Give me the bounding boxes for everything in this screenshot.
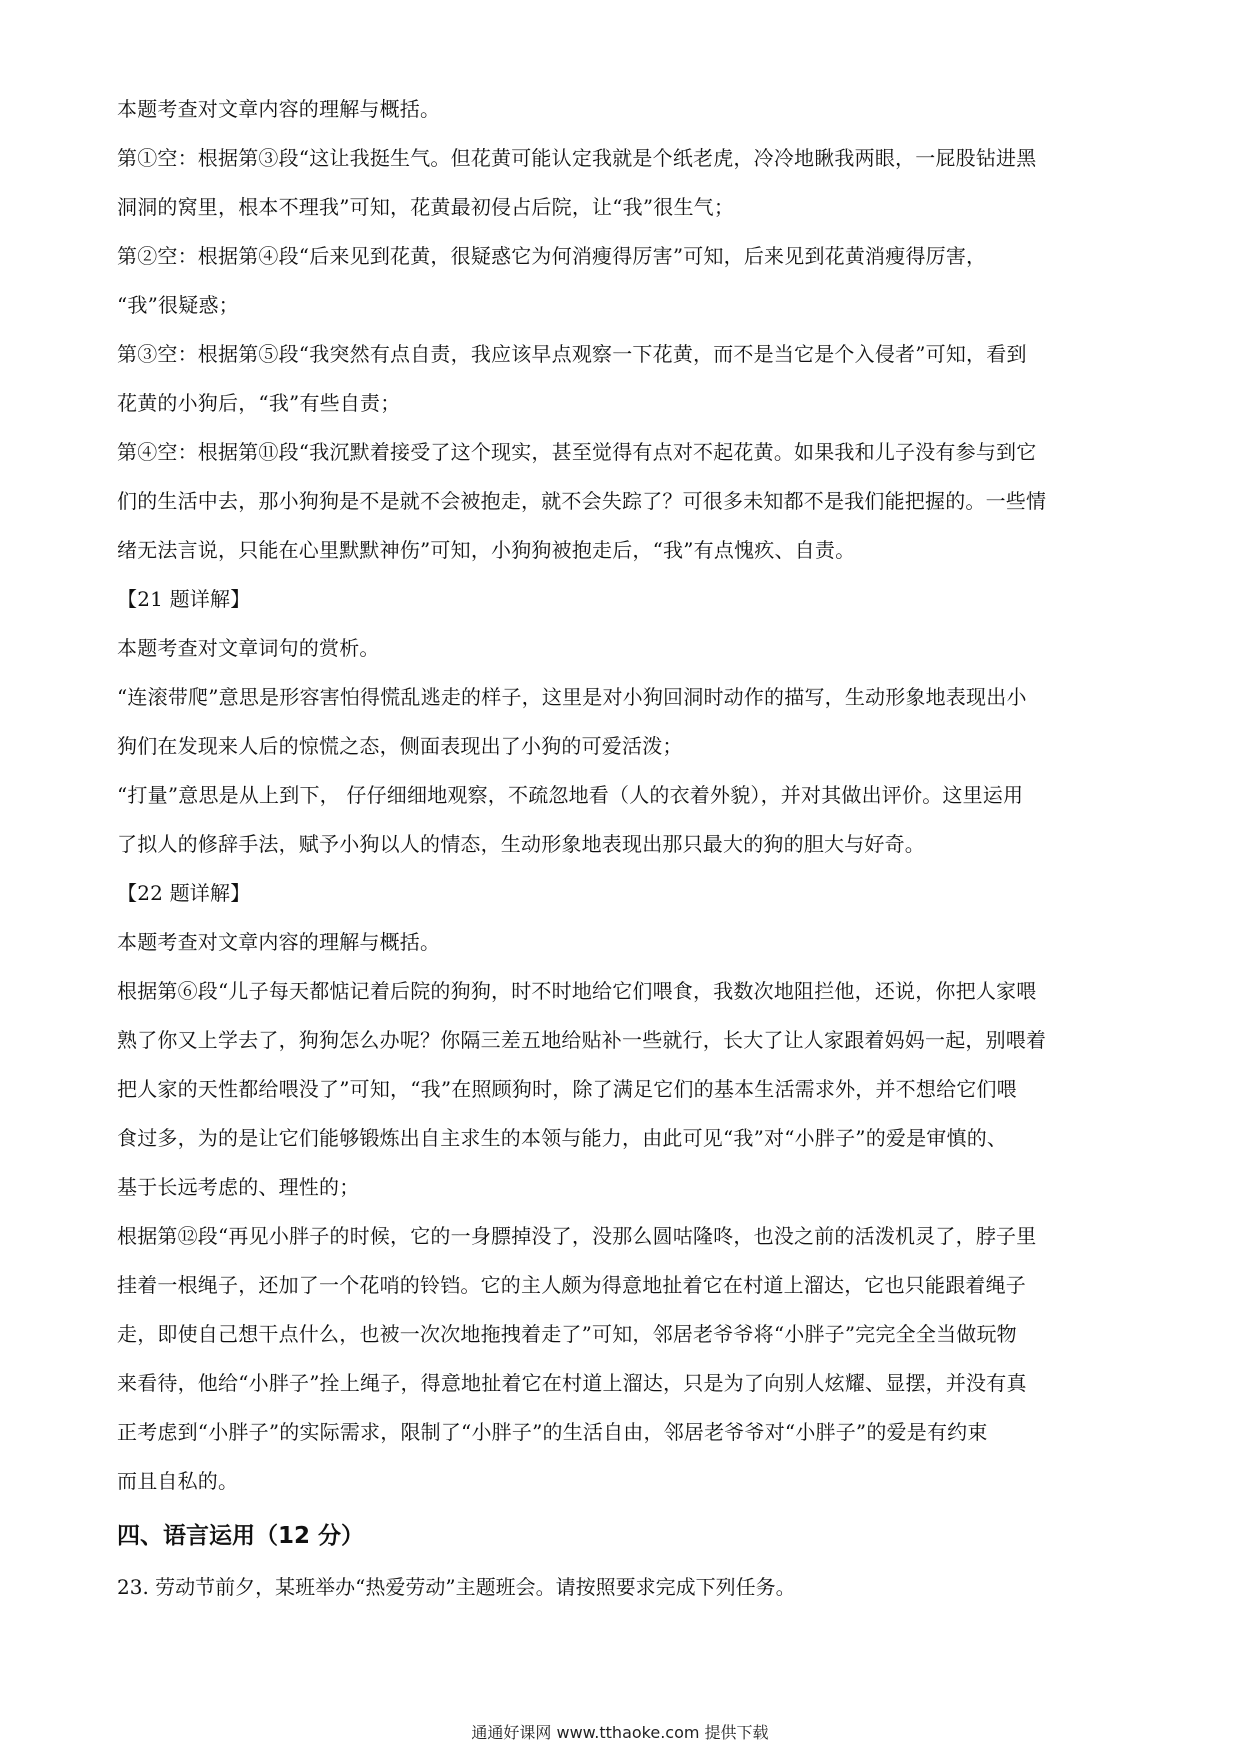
text-line: 根据第⑥段“儿子每天都惦记着后院的狗狗，时不时地给它们喂食，我数次地阻拦他，还说，你把人家喂 bbox=[117, 979, 1037, 1003]
text-line: 狗们在发现来人后的惊慌之态，侧面表现出了小狗的可爱活泼； bbox=[117, 734, 683, 758]
text-line: 走，即使自己想干点什么，也被一次次地拖拽着走了”可知，邻居老爷爷将“小胖子”完完全全当做玩物 bbox=[117, 1322, 1017, 1346]
text-line: 本题考查对文章内容的理解与概括。 bbox=[117, 930, 441, 954]
text-line: 第①空：根据第③段“这让我挺生气。但花黄可能认定我就是个纸老虎，冷冷地瞅我两眼，一屁股钻进黑 bbox=[117, 146, 1037, 170]
section-title: 四、语言运用（12 分） bbox=[117, 1523, 365, 1549]
text-line: 来看待，他给“小胖子”拴上绳子，得意地扯着它在村道上溜达，只是为了向别人炫耀、显摆，并没有真 bbox=[117, 1371, 1027, 1395]
text-line: 绪无法言说，只能在心里默默神伤”可知，小狗狗被抱走后，“我”有点愧疚、自责。 bbox=[117, 538, 856, 562]
text-line: 第③空：根据第⑤段“我突然有点自责，我应该早点观察一下花黄，而不是当它是个入侵者”可知，看到 bbox=[117, 342, 1027, 366]
text-line: “连滚带爬”意思是形容害怕得慌乱逃走的样子，这里是对小狗回洞时动作的描写，生动形象地表现出小 bbox=[117, 685, 1027, 709]
text-line: 第②空：根据第④段“后来见到花黄，很疑惑它为何消瘦得厉害”可知，后来见到花黄消瘦得厉害， bbox=[117, 244, 987, 268]
text-line: 根据第⑫段“再见小胖子的时候，它的一身膘掉没了，没那么圆咕隆咚，也没之前的活泼机灵了，脖子里 bbox=[117, 1224, 1037, 1248]
text-line: 洞洞的窝里，根本不理我”可知，花黄最初侵占后院，让“我”很生气； bbox=[117, 195, 735, 219]
text-line: 【22 题详解】 bbox=[117, 881, 251, 905]
text-line: 本题考查对文章内容的理解与概括。 bbox=[117, 97, 441, 121]
text-line: 【21 题详解】 bbox=[117, 587, 251, 611]
text-line: 熟了你又上学去了，狗狗怎么办呢？你隔三差五地给贴补一些就行，长大了让人家跟着妈妈一起，别喂着 bbox=[117, 1028, 1047, 1052]
page-footer: 通通好课网 www.tthaoke.com 提供下载 bbox=[471, 1723, 769, 1742]
text-line: 了拟人的修辞手法，赋予小狗以人的情态，生动形象地表现出那只最大的狗的胆大与好奇。 bbox=[117, 832, 925, 856]
text-line: 花黄的小狗后，“我”有些自责； bbox=[117, 391, 401, 415]
text-line: 把人家的天性都给喂没了”可知，“我”在照顾狗时，除了满足它们的基本生活需求外，并不想给它们喂 bbox=[117, 1077, 1017, 1101]
text-line: 基于长远考虑的、理性的； bbox=[117, 1175, 360, 1199]
body-text bbox=[117, 97, 1127, 1518]
question-23: 23. 劳动节前夕，某班举办“热爱劳动”主题班会。请按照要求完成下列任务。 bbox=[117, 1575, 796, 1599]
text-line: 食过多，为的是让它们能够锻炼出自主求生的本领与能力，由此可见“我”对“小胖子”的爱是审慎的、 bbox=[117, 1126, 1008, 1150]
text-line: “我”很疑惑； bbox=[117, 293, 239, 317]
text-line: 本题考查对文章词句的赏析。 bbox=[117, 636, 380, 660]
text-line: “打量”意思是从上到下， 仔仔细细地观察，不疏忽地看（人的衣着外貌），并对其做出评价。这里运用 bbox=[117, 783, 1024, 807]
text-line: 正考虑到“小胖子”的实际需求，限制了“小胖子”的生活自由，邻居老爷爷对“小胖子”的爱是有约束 bbox=[117, 1420, 988, 1444]
text-line: 挂着一根绳子，还加了一个花哨的铃铛。它的主人颇为得意地扯着它在村道上溜达，它也只能跟着绳子 bbox=[117, 1273, 1026, 1297]
text-line: 们的生活中去，那小狗狗是不是就不会被抱走，就不会失踪了？可很多未知都不是我们能把握的。一些情 bbox=[117, 489, 1047, 513]
text-line: 而且自私的。 bbox=[117, 1469, 239, 1493]
text-line: 第④空：根据第⑪段“我沉默着接受了这个现实，甚至觉得有点对不起花黄。如果我和儿子没有参与到它 bbox=[117, 440, 1037, 464]
